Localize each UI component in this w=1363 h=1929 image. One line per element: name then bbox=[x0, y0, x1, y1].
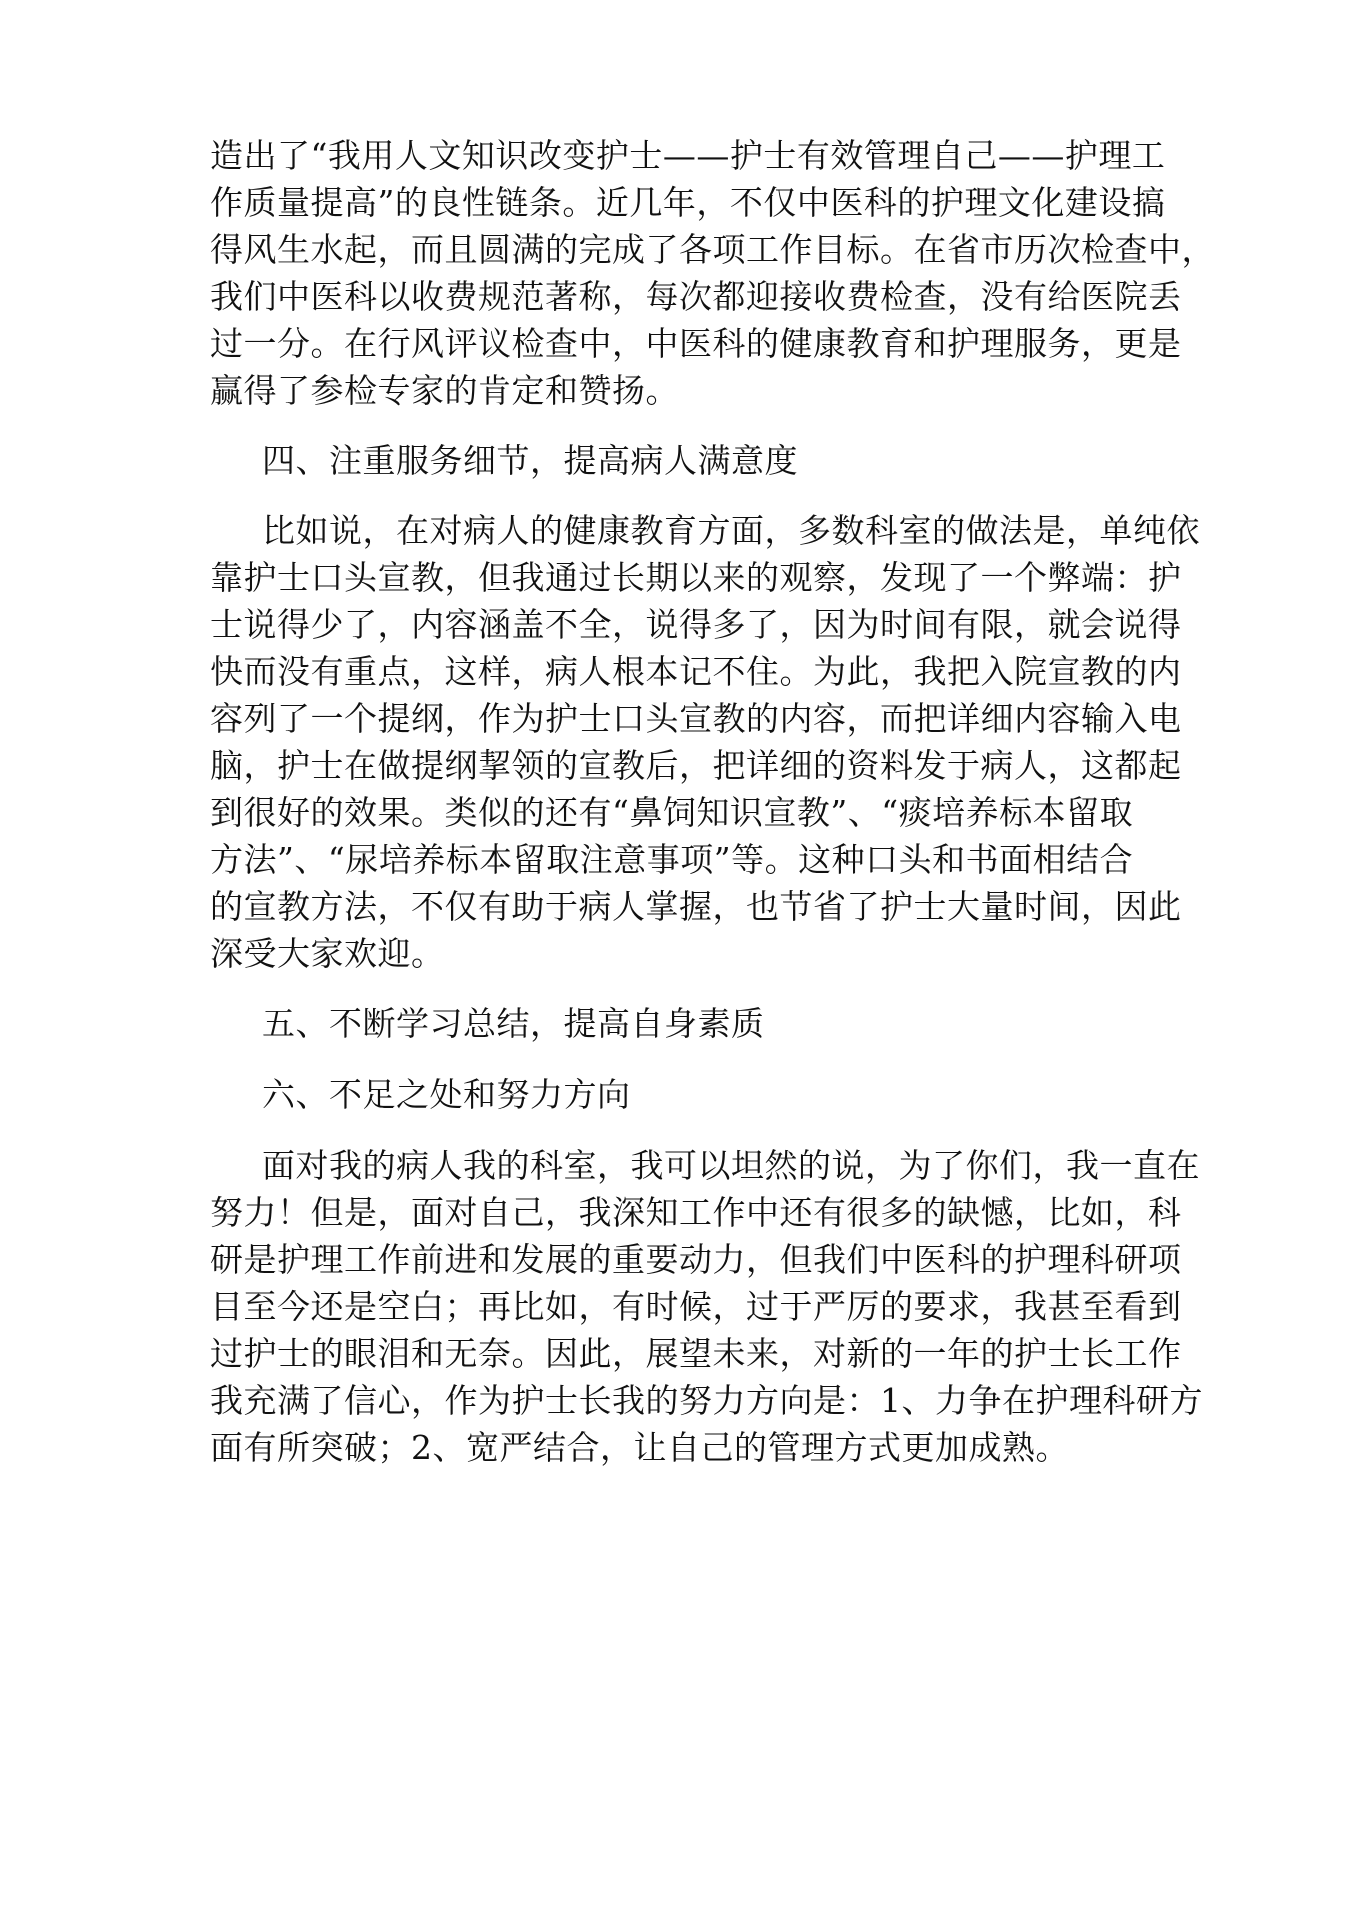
text-line: 得风生水起，而且圆满的完成了各项工作目标。在省市历次检查中， bbox=[210, 230, 1215, 269]
heading-text: 四、注重服务细节，提高病人满意度 bbox=[262, 441, 798, 480]
text-line: 方法”、“尿培养标本留取注意事项”等。这种口头和书面相结合 bbox=[210, 840, 1134, 879]
text-line: 面对我的病人我的科室，我可以坦然的说，为了你们，我一直在 bbox=[262, 1146, 1200, 1185]
text-line: 努力！但是，面对自己，我深知工作中还有很多的缺憾，比如，科 bbox=[210, 1193, 1182, 1232]
text-line: 过一分。在行风评议检查中，中医科的健康教育和护理服务，更是 bbox=[210, 324, 1182, 363]
document-body bbox=[210, 132, 1215, 1471]
text-line: 目至今还是空白；再比如，有时候，过于严厉的要求，我甚至看到 bbox=[210, 1287, 1182, 1326]
paragraph-health-education bbox=[210, 507, 1200, 977]
text-line: 我充满了信心，作为护士长我的努力方向是：1、力争在护理科研方 bbox=[210, 1381, 1203, 1420]
text-line: 的宣教方法，不仅有助于病人掌握，也节省了护士大量时间，因此 bbox=[210, 887, 1182, 926]
text-line: 面有所突破；2、宽严结合，让自己的管理方式更加成熟。 bbox=[210, 1428, 1069, 1467]
text-line: 比如说，在对病人的健康教育方面，多数科室的做法是，单纯依 bbox=[262, 511, 1200, 550]
text-line: 研是护理工作前进和发展的重要动力，但我们中医科的护理科研项 bbox=[210, 1240, 1182, 1279]
text-line: 深受大家欢迎。 bbox=[210, 934, 445, 973]
text-line: 到很好的效果。类似的还有“鼻饲知识宣教”、“痰培养标本留取 bbox=[210, 793, 1134, 832]
text-line: 我们中医科以收费规范著称，每次都迎接收费检查，没有给医院丢 bbox=[210, 277, 1182, 316]
text-line: 脑，护士在做提纲挈领的宣教后，把详细的资料发于病人，这都起 bbox=[210, 746, 1182, 785]
heading-text: 五、不断学习总结，提高自身素质 bbox=[262, 1004, 765, 1043]
text-line: 靠护士口头宣教，但我通过长期以来的观察，发现了一个弊端：护 bbox=[210, 558, 1182, 597]
section-heading-6 bbox=[210, 1071, 1178, 1118]
text-line: 容列了一个提纲，作为护士口头宣教的内容，而把详细内容输入电 bbox=[210, 699, 1182, 738]
text-line: 快而没有重点，这样，病人根本记不住。为此，我把入院宣教的内 bbox=[210, 652, 1182, 691]
text-line: 过护士的眼泪和无奈。因此，展望未来，对新的一年的护士长工作 bbox=[210, 1334, 1182, 1373]
text-line: 赢得了参检专家的肯定和赞扬。 bbox=[210, 371, 679, 410]
paragraph-cultural-construction bbox=[210, 132, 1215, 414]
section-heading-4 bbox=[210, 437, 1178, 484]
paragraph-shortcomings bbox=[210, 1142, 1203, 1471]
heading-text: 六、不足之处和努力方向 bbox=[262, 1075, 631, 1114]
text-line: 造出了“我用人文知识改变护士——护士有效管理自己——护理工 bbox=[210, 136, 1166, 175]
text-line: 作质量提高”的良性链条。近几年，不仅中医科的护理文化建设搞 bbox=[210, 183, 1166, 222]
text-line: 士说得少了，内容涵盖不全，说得多了，因为时间有限，就会说得 bbox=[210, 605, 1182, 644]
section-heading-5 bbox=[210, 1000, 1178, 1047]
